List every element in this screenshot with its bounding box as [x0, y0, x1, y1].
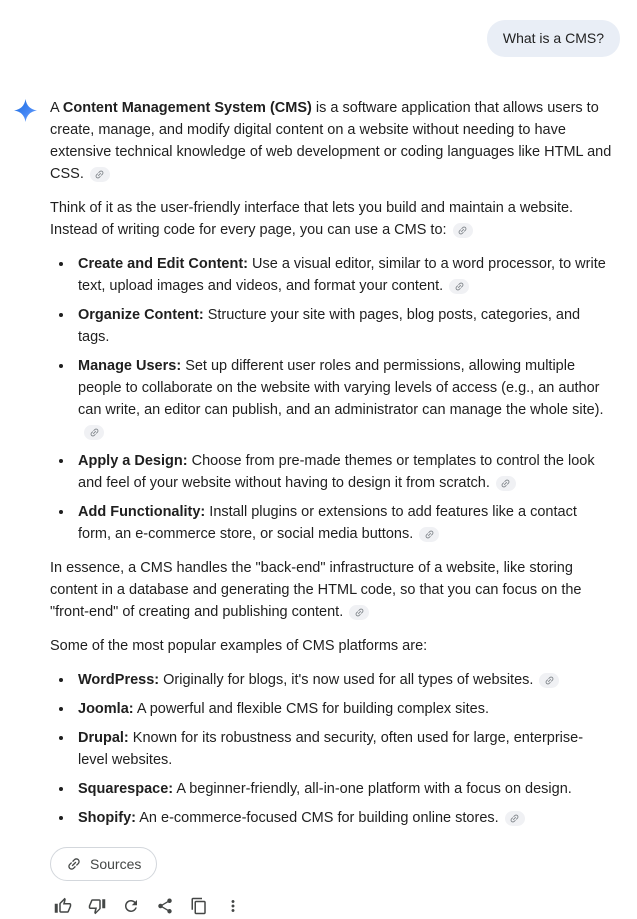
response-paragraph — [50, 557, 612, 623]
list-item-text: Install plugins or extensions to add features like a contact form, an e-commerce store, or social media buttons. — [78, 504, 577, 542]
thumbs-down-button[interactable] — [84, 893, 110, 919]
list-item — [78, 727, 612, 771]
citation-link-icon[interactable] — [419, 527, 439, 542]
list-item-text: An e-commerce-focused CMS for building online stores. — [139, 810, 499, 826]
list-item-text: Choose from pre-made themes or templates to control the look and feel of your website without having to design it from scratch. — [78, 453, 595, 491]
list-item-label: WordPress: — [78, 672, 160, 688]
list-item-label: Apply a Design: — [78, 453, 188, 469]
thumbs-down-icon — [88, 897, 106, 915]
paragraph-text: A — [50, 100, 63, 116]
citation-link-icon[interactable] — [539, 673, 559, 688]
list-item-label: Manage Users: — [78, 358, 182, 374]
list-item — [78, 450, 612, 494]
list-item-label: Create and Edit Content: — [78, 256, 248, 272]
response-action-bar — [50, 893, 612, 919]
assistant-response — [0, 97, 637, 919]
share-icon — [156, 897, 174, 915]
citation-link-icon[interactable] — [453, 223, 473, 238]
list-item — [78, 253, 612, 297]
citation-link-icon[interactable] — [449, 279, 469, 294]
list-item-label: Drupal: — [78, 730, 129, 746]
paragraph-text: Some of the most popular examples of CMS platforms are: — [50, 638, 428, 654]
list-item-label: Add Functionality: — [78, 504, 206, 520]
list-item — [78, 304, 612, 348]
response-paragraph — [50, 97, 612, 185]
list-item-label: Joomla: — [78, 701, 134, 717]
citation-link-icon[interactable] — [496, 476, 516, 491]
regenerate-button[interactable] — [118, 893, 144, 919]
list-item-text: Originally for blogs, it's now used for all types of websites. — [163, 672, 534, 688]
more-options-button[interactable] — [220, 893, 246, 919]
citation-link-icon[interactable] — [84, 425, 104, 440]
list-item-label: Shopify: — [78, 810, 136, 826]
link-icon — [66, 856, 82, 872]
paragraph-text: Think of it as the user-friendly interface that lets you build and maintain a website. Instead of writing code for every page, you can use a CMS to: — [50, 200, 574, 238]
refresh-icon — [122, 897, 140, 915]
citation-link-icon[interactable] — [349, 605, 369, 620]
list-item-text: Known for its robustness and security, often used for large, enterprise-level websites. — [78, 730, 584, 768]
cms-examples-list — [50, 669, 612, 829]
share-button[interactable] — [152, 893, 178, 919]
thumbs-up-button[interactable] — [50, 893, 76, 919]
thumbs-up-icon — [54, 897, 72, 915]
sources-button-label: Sources — [90, 856, 142, 872]
paragraph-text: In essence, a CMS handles the "back-end" infrastructure of a website, like storing content in a database and generating the HTML code, so that you can focus on the "front-end" of creating and publishing content. — [50, 560, 582, 620]
list-item-text: A beginner-friendly, all-in-one platform with a focus on design. — [176, 781, 572, 797]
list-item — [78, 669, 612, 691]
response-paragraph — [50, 197, 612, 241]
list-item-text: Structure your site with pages, blog posts, categories, and tags. — [78, 307, 581, 345]
list-item — [78, 778, 612, 800]
copy-button[interactable] — [186, 893, 212, 919]
list-item — [78, 807, 612, 829]
sources-button[interactable] — [50, 847, 157, 881]
more-vert-icon — [224, 897, 242, 915]
response-text — [50, 97, 612, 829]
paragraph-text: is a software application that allows users to create, manage, and modify digital content on a website without needing to have extensive technical knowledge of web development or coding languages like HTML and CSS. — [50, 100, 612, 182]
list-item — [78, 698, 612, 720]
bold-text: Content Management System (CMS) — [62, 100, 312, 116]
list-item — [78, 501, 612, 545]
citation-link-icon[interactable] — [505, 811, 525, 826]
cms-uses-list — [50, 253, 612, 545]
list-item-label: Organize Content: — [78, 307, 204, 323]
user-message-bubble: What is a CMS? — [487, 20, 620, 57]
citation-link-icon[interactable] — [90, 167, 110, 182]
gemini-sparkle-icon — [13, 98, 38, 123]
copy-icon — [190, 897, 208, 915]
list-item — [78, 355, 612, 443]
list-item-text: Set up different user roles and permissions, allowing multiple people to collaborate on the website with varying levels of access (e.g., an author can write, an editor can publish, and an administrator can manage the whole site). — [78, 358, 604, 418]
list-item-text: A powerful and flexible CMS for building complex sites. — [136, 701, 490, 717]
list-item-label: Squarespace: — [78, 781, 174, 797]
response-paragraph — [50, 635, 612, 657]
list-item-text: Use a visual editor, similar to a word processor, to write text, upload images and videos, and format your content. — [78, 256, 606, 294]
user-message-row — [0, 0, 637, 57]
